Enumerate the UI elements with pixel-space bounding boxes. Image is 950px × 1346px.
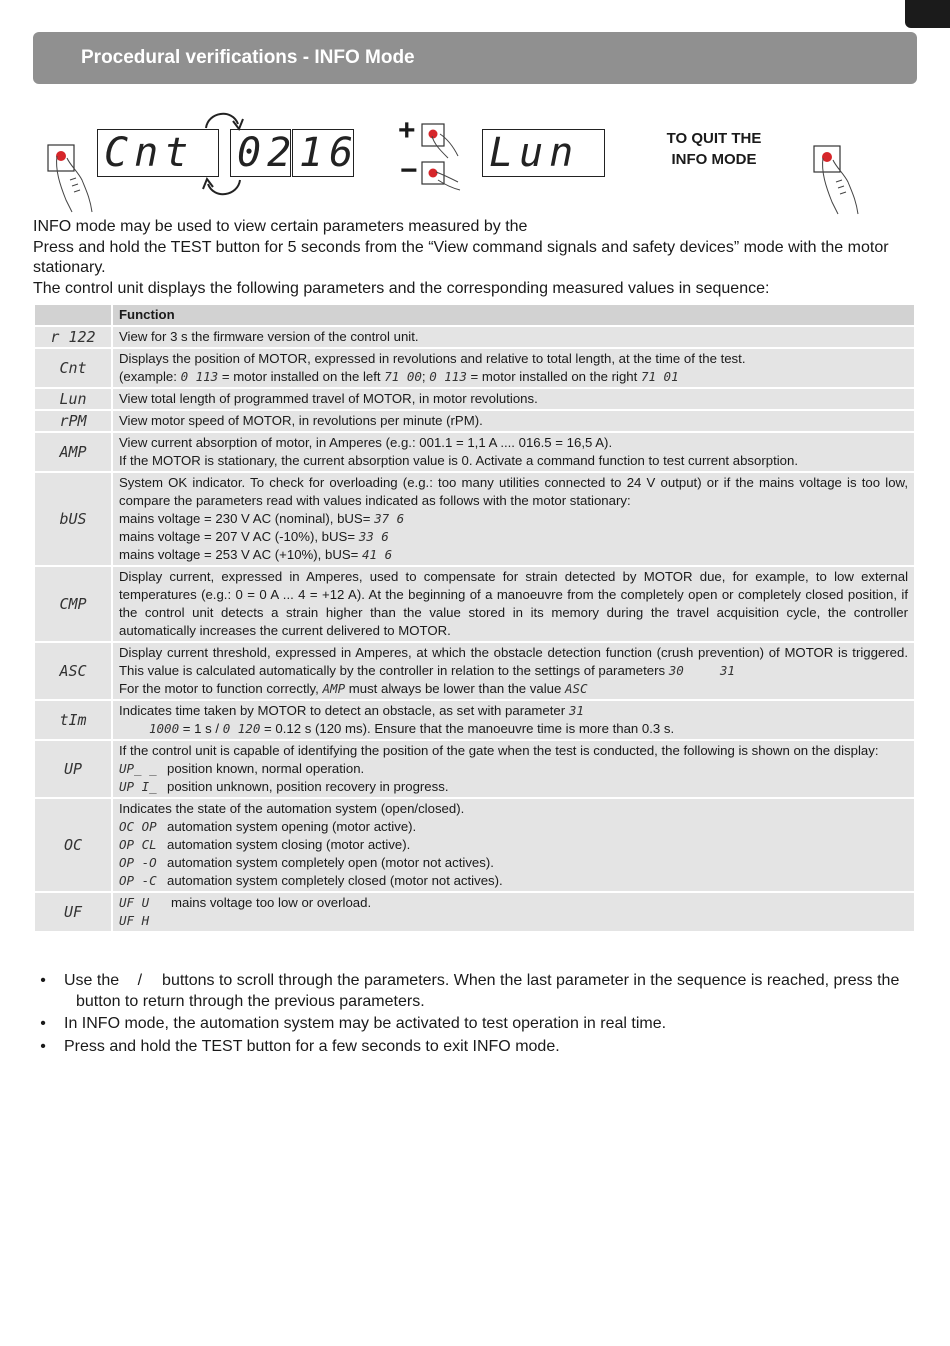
param-code: UF: [35, 893, 111, 931]
minus-button-hand-icon: [418, 160, 468, 195]
intro-text: [33, 217, 921, 299]
param-description: View current absorption of motor, in Amperes (e.g.: 001.1 = 1,1 A .... 016.5 = 16,5 A). If the MOTOR is stationary, the current absorption value is 0. Activate a command function to test current absorption.: [113, 433, 914, 471]
lcd-display-lun: Lun: [482, 129, 605, 177]
param-description: View for 3 s the firmware version of the control unit.: [113, 327, 914, 347]
plus-label: +: [398, 114, 416, 147]
cycle-arrow-top-icon: [200, 106, 246, 132]
param-description: View total length of programmed travel of MOTOR, in motor revolutions.: [113, 389, 914, 409]
parameters-table: [33, 303, 916, 933]
table-row: [35, 389, 914, 409]
table-row: [35, 433, 914, 471]
lcd-display-cnt: Cnt: [97, 129, 219, 177]
table-row: [35, 349, 914, 387]
param-code: Lun: [35, 389, 111, 409]
list-item: • Press and hold the TEST button for a few seconds to exit INFO mode.: [40, 1037, 560, 1055]
param-description: System OK indicator. To check for overloading (e.g.: too many utilities connected to 24 V output) or if the mains voltage is too low, compare the parameters read with values indicated as follows with the motor stationary: mains voltage = 230 V AC (nominal), bUS= 37 6 mains voltage = 207 V AC (-10%), bUS= 33 6 mains voltage = 253 V AC (+10%), bUS= 41 6: [113, 473, 914, 565]
table-row: [35, 701, 914, 739]
minus-label: −: [400, 154, 418, 187]
test-button-hand-icon: [40, 140, 100, 215]
param-code: UP: [35, 741, 111, 797]
plus-button-hand-icon: [418, 122, 468, 162]
param-code: bUS: [35, 473, 111, 565]
cycle-arrow-bottom-icon: [200, 176, 246, 202]
param-code: OC: [35, 799, 111, 891]
param-code: rPM: [35, 411, 111, 431]
quit-button-hand-icon: [806, 142, 866, 217]
param-description: If the control unit is capable of identifying the position of the gate when the test is conducted, the following is shown on the display: UP_ _ position known, normal operation. UP I_ position unknown, position recovery in progress.: [113, 741, 914, 797]
param-description: UF U mains voltage too low or overload. UF H: [113, 893, 914, 931]
quit-info-mode-label: TO QUIT THE INFO MODE: [666, 130, 762, 168]
param-description: Display current threshold, expressed in Amperes, at which the obstacle detection function (crush prevention) of MOTOR is triggered. This value is calculated automatically by the controller in relation to the settings of parameters 30 31 For the motor to function correctly, AMP must always be lower than the value ASC: [113, 643, 914, 699]
section-title: Procedural verifications - INFO Mode: [81, 47, 415, 68]
header-function-cell: Function: [113, 305, 914, 325]
param-code: Cnt: [35, 349, 111, 387]
section-title-bar: [33, 32, 917, 84]
intro-line-3: The control unit displays the following parameters and the corresponding measured values in sequence:: [33, 279, 770, 297]
param-description: Display current, expressed in Amperes, used to compensate for strain detected by MOTOR due, for example, to low external temperatures (e.g.: 0 = 0 A ... 4 = +12 A). At the beginning of a manoeuvre from the completely open or completely closed position, if the control unit detects a strain higher than the value stored in its memory during the travel acquisition cycle, the controller automatically increases the current delivered to MOTOR.: [113, 567, 914, 641]
table-row: [35, 799, 914, 891]
page-corner-tab: [905, 0, 950, 28]
intro-line-1: INFO mode may be used to view certain parameters measured by the: [33, 218, 528, 235]
notes-bullet-list: [33, 971, 918, 1059]
table-row: [35, 643, 914, 699]
list-item: • Use the / buttons to scroll through the parameters. When the last parameter in the sequence is reached, press the button to return through the previous parameters.: [40, 972, 900, 1010]
table-row: [35, 893, 914, 931]
param-code: AMP: [35, 433, 111, 471]
table-header-row: [35, 305, 914, 325]
param-description: Indicates the state of the automation system (open/closed). OC OP automation system opening (motor active). OP CL automation system closing (motor active). OP -O automation system completely open (motor not actives). OP -C automation system completely closed (motor not actives).: [113, 799, 914, 891]
lcd-display-16: 16: [292, 129, 354, 177]
table-row: [35, 741, 914, 797]
param-description: Displays the position of MOTOR, expressed in revolutions and relative to total length, at the time of the test. (example: 0 113 = motor installed on the left 71 00; 0 113 = motor installed on the right 71 01: [113, 349, 914, 387]
intro-line-2: Press and hold the TEST button for 5 seconds from the “View command signals and safety devices” mode with the motor stationary.: [33, 238, 889, 276]
list-item: • In INFO mode, the automation system may be activated to test operation in real time.: [40, 1015, 667, 1032]
param-code: ASC: [35, 643, 111, 699]
header-code-cell: [35, 305, 111, 325]
param-code: r 122: [35, 327, 111, 347]
param-code: CMP: [35, 567, 111, 641]
param-code: tIm: [35, 701, 111, 739]
param-description: View motor speed of MOTOR, in revolutions per minute (rPM).: [113, 411, 914, 431]
table-row: [35, 411, 914, 431]
param-description: Indicates time taken by MOTOR to detect an obstacle, as set with parameter 31 1000 = 1 s / 0 120 = 0.12 s (120 ms). Ensure that the manoeuvre time is more than 0.3 s.: [113, 701, 914, 739]
table-row: [35, 473, 914, 565]
table-row: [35, 327, 914, 347]
lcd-display-02: 02: [230, 129, 291, 177]
table-row: [35, 567, 914, 641]
